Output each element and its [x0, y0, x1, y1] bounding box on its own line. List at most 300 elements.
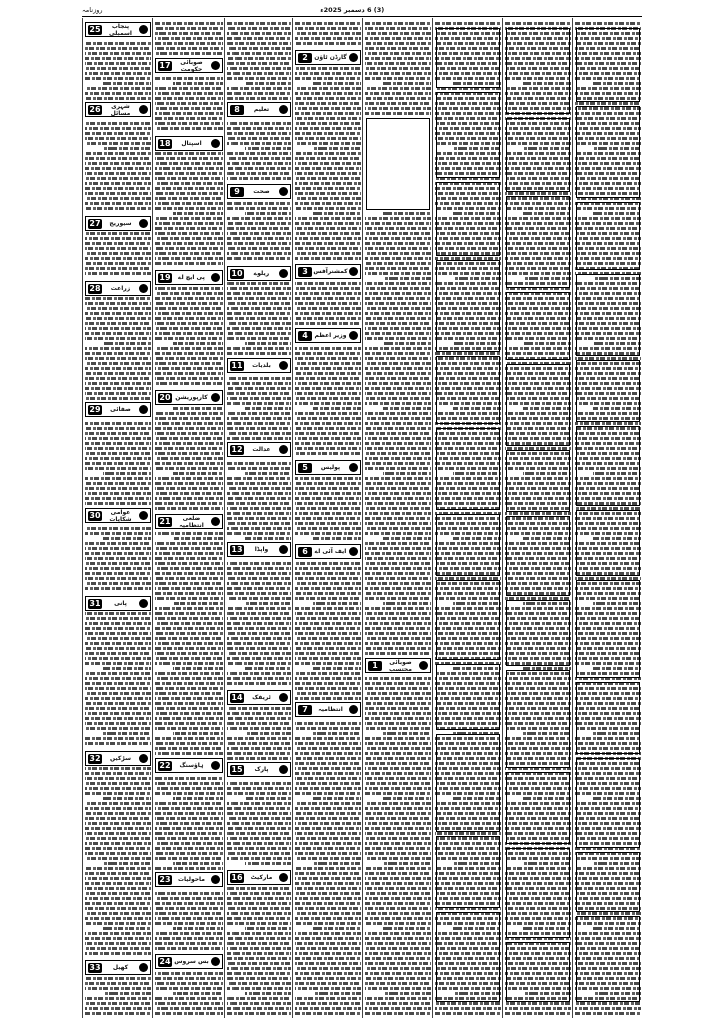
text-line: [365, 387, 431, 390]
section-number: 28: [89, 283, 101, 293]
text-line: [155, 802, 223, 805]
text-line: [85, 642, 151, 645]
text-line: [155, 632, 223, 635]
text-line: [155, 642, 223, 645]
text-line: [295, 432, 361, 435]
text-line: [365, 1007, 431, 1010]
text-line: [85, 622, 151, 625]
text-line: [227, 642, 291, 645]
text-line: [245, 797, 291, 800]
text-line: [365, 987, 431, 990]
text-line: [295, 867, 361, 870]
section-header-30: [85, 508, 151, 523]
text-line: [295, 902, 361, 905]
text-line: [383, 602, 431, 605]
text-line: [295, 837, 361, 840]
text-line: [295, 987, 361, 990]
text-line: [365, 717, 431, 720]
text-line: [155, 592, 223, 595]
text-line: [227, 317, 291, 320]
text-line: [155, 467, 223, 470]
text-line: [155, 987, 223, 990]
text-line: [295, 197, 361, 200]
text-line: [227, 1012, 291, 1015]
column-2: [152, 18, 225, 1018]
column-5: [362, 18, 433, 1018]
section-title: اسپتال: [181, 140, 202, 147]
text-line: [85, 322, 151, 325]
text-line: [155, 1007, 223, 1010]
text-line: [227, 572, 291, 575]
text-line: [227, 587, 291, 590]
text-line: [173, 992, 223, 995]
text-line: [155, 617, 223, 620]
text-line: [155, 447, 223, 450]
text-line: [85, 57, 151, 60]
text-line: [85, 842, 151, 845]
text-line: [85, 897, 151, 900]
text-line: [227, 397, 291, 400]
text-line: [365, 312, 431, 315]
text-line: [365, 607, 431, 610]
column-4: [292, 18, 363, 1018]
text-line: [155, 907, 223, 910]
text-line: [155, 157, 223, 160]
text-line: [227, 597, 291, 600]
section-header-15: [227, 762, 291, 777]
notice-box: [576, 580, 640, 678]
text-line: [85, 697, 151, 700]
text-line: [155, 682, 223, 685]
text-line: [365, 792, 431, 795]
newspaper-page: [82, 4, 642, 1020]
text-line: [365, 787, 431, 790]
text-line: [155, 827, 223, 830]
section-title: سڑکیں: [110, 755, 131, 762]
text-line: [365, 882, 431, 885]
text-line: [103, 82, 151, 85]
text-line: [85, 162, 151, 165]
text-line: [85, 987, 151, 990]
text-line: [85, 892, 151, 895]
text-line: [365, 872, 431, 875]
text-line: [155, 172, 223, 175]
text-line: [295, 192, 361, 195]
text-line: [365, 92, 431, 95]
text-line: [365, 112, 431, 115]
text-line: [85, 787, 151, 790]
bullet-icon: [349, 331, 358, 340]
text-line: [365, 592, 431, 595]
text-line: [85, 462, 151, 465]
bullet-icon: [279, 873, 288, 882]
text-line: [365, 902, 431, 905]
text-line: [365, 467, 431, 470]
text-line: [155, 562, 223, 565]
text-line: [227, 232, 291, 235]
text-line: [227, 917, 291, 920]
column-1: [82, 18, 153, 1018]
text-line: [227, 227, 291, 230]
text-line: [85, 262, 151, 265]
text-line: [85, 572, 151, 575]
text-line: [575, 1002, 641, 1005]
text-line: [155, 452, 223, 455]
section-number: 18: [159, 138, 171, 148]
text-line: [85, 302, 151, 305]
text-line: [227, 322, 291, 325]
text-line: [295, 187, 361, 190]
text-line: [295, 567, 361, 570]
section-title: بلدیات: [252, 362, 271, 369]
text-line: [365, 252, 431, 255]
text-line: [85, 422, 151, 425]
section-number: 21: [159, 516, 171, 526]
bullet-icon: [211, 273, 220, 282]
text-line: [227, 947, 291, 950]
text-line: [227, 287, 291, 290]
text-line: [295, 312, 361, 315]
text-line: [227, 412, 291, 415]
text-line: [365, 762, 431, 765]
text-line: [365, 492, 431, 495]
text-line: [295, 502, 361, 505]
text-line: [227, 652, 291, 655]
text-line: [227, 812, 291, 815]
text-line: [155, 997, 223, 1000]
text-line: [155, 127, 223, 130]
text-line: [85, 532, 151, 535]
text-line: [155, 412, 223, 415]
text-line: [365, 962, 431, 965]
text-line: [227, 297, 291, 300]
text-line: [85, 297, 151, 300]
text-line: [155, 482, 223, 485]
text-line: [85, 447, 151, 450]
text-line: [383, 862, 431, 865]
text-line: [227, 972, 291, 975]
text-line: [155, 932, 223, 935]
text-line: [365, 912, 431, 915]
text-line: [85, 1007, 151, 1010]
text-line: [85, 722, 151, 725]
text-line: [227, 612, 291, 615]
text-line: [295, 412, 361, 415]
text-line: [365, 417, 431, 420]
text-line: [227, 57, 291, 60]
section-title: ریلوے: [253, 270, 270, 277]
text-line: [155, 362, 223, 365]
text-line: [295, 352, 361, 355]
text-line: [295, 742, 361, 745]
text-line: [155, 942, 223, 945]
text-line: [85, 92, 151, 95]
section-header-2: [295, 50, 361, 65]
text-line: [155, 377, 223, 380]
text-line: [85, 917, 151, 920]
text-line: [295, 392, 361, 395]
text-line: [365, 427, 431, 430]
notice-box: [436, 28, 500, 88]
text-line: [295, 252, 361, 255]
text-line: [365, 942, 431, 945]
text-line: [295, 917, 361, 920]
text-line: [365, 972, 431, 975]
text-line: [85, 232, 151, 235]
text-line: [295, 167, 361, 170]
text-line: [227, 932, 291, 935]
text-line: [295, 1007, 361, 1010]
text-line: [435, 1012, 501, 1015]
text-line: [295, 852, 361, 855]
text-line: [155, 252, 223, 255]
section-number: 10: [231, 268, 243, 278]
notice-box: [576, 28, 640, 102]
text-line: [155, 502, 223, 505]
notice-box: [506, 670, 570, 768]
text-line: [85, 587, 151, 590]
text-line: [383, 342, 431, 345]
section-header-10: [227, 266, 291, 281]
notice-box: [436, 912, 500, 1002]
text-line: [295, 677, 361, 680]
text-line: [295, 632, 361, 635]
text-line: [295, 282, 361, 285]
text-line: [365, 802, 431, 805]
section-header-5: [295, 460, 361, 475]
text-line: [295, 347, 361, 350]
notice-box: [506, 364, 570, 446]
text-line: [227, 237, 291, 240]
text-line: [365, 362, 431, 365]
text-line: [155, 742, 223, 745]
text-line: [227, 937, 291, 940]
text-line: [365, 422, 431, 425]
text-line: [155, 107, 223, 110]
text-line: [227, 492, 291, 495]
text-line: [155, 187, 223, 190]
text-line: [85, 72, 151, 75]
text-line: [227, 577, 291, 580]
notice-box: [506, 516, 570, 596]
text-line: [365, 682, 431, 685]
notice-box: [436, 664, 500, 730]
text-line: [85, 692, 151, 695]
text-line: [365, 257, 431, 260]
text-line: [227, 827, 291, 830]
text-line: [155, 727, 223, 730]
text-line: [365, 242, 431, 245]
text-line: [313, 862, 361, 865]
text-line: [295, 577, 361, 580]
text-line: [227, 217, 291, 220]
text-line: [295, 682, 361, 685]
text-line: [155, 232, 223, 235]
text-line: [365, 742, 431, 745]
text-line: [435, 1007, 501, 1010]
text-line: [155, 312, 223, 315]
text-line: [365, 697, 431, 700]
text-line: [295, 952, 361, 955]
notice-box: [366, 118, 430, 210]
text-line: [155, 382, 223, 385]
text-line: [173, 407, 223, 410]
text-line: [85, 202, 151, 205]
text-line: [295, 87, 361, 90]
text-line: [103, 147, 151, 150]
text-line: [227, 77, 291, 80]
text-line: [295, 442, 361, 445]
text-line: [313, 602, 361, 605]
text-line: [365, 727, 431, 730]
text-line: [227, 97, 291, 100]
text-line: [313, 927, 361, 930]
text-line: [295, 877, 361, 880]
text-line: [227, 637, 291, 640]
text-line: [85, 372, 151, 375]
text-line: [365, 317, 431, 320]
notice-box: [506, 118, 570, 192]
text-line: [295, 857, 361, 860]
bullet-icon: [349, 53, 358, 62]
text-line: [85, 87, 151, 90]
section-number: 20: [159, 392, 171, 402]
bullet-icon: [139, 219, 148, 228]
text-line: [103, 927, 151, 930]
section-header-9: [227, 184, 291, 199]
text-line: [365, 237, 431, 240]
text-line: [295, 107, 361, 110]
section-header-18: [155, 136, 223, 151]
text-line: [295, 1002, 361, 1005]
text-line: [227, 592, 291, 595]
text-line: [227, 127, 291, 130]
text-line: [85, 792, 151, 795]
text-line: [365, 482, 431, 485]
text-line: [85, 932, 151, 935]
text-line: [155, 572, 223, 575]
text-line: [365, 617, 431, 620]
text-line: [365, 287, 431, 290]
section-header-13: [227, 542, 291, 557]
text-line: [295, 377, 361, 380]
text-line: [365, 347, 431, 350]
text-line: [85, 62, 151, 65]
text-line: [155, 202, 223, 205]
text-line: [155, 507, 223, 510]
text-line: [365, 702, 431, 705]
text-line: [227, 87, 291, 90]
text-line: [155, 972, 223, 975]
section-number: 8: [230, 105, 244, 115]
text-line: [227, 847, 291, 850]
text-line: [313, 797, 361, 800]
text-line: [155, 497, 223, 500]
text-line: [85, 882, 151, 885]
text-line: [365, 47, 431, 50]
text-line: [227, 152, 291, 155]
text-line: [295, 422, 361, 425]
bullet-icon: [211, 393, 220, 402]
text-line: [85, 347, 151, 350]
text-line: [85, 197, 151, 200]
text-line: [85, 562, 151, 565]
section-number: 30: [89, 510, 101, 520]
text-line: [295, 982, 361, 985]
bullet-icon: [211, 761, 220, 770]
text-line: [155, 677, 223, 680]
text-line: [227, 377, 291, 380]
text-line: [155, 857, 223, 860]
text-line: [383, 82, 431, 85]
text-line: [295, 317, 361, 320]
section-number: 32: [89, 753, 101, 763]
text-line: [295, 762, 361, 765]
text-line: [155, 242, 223, 245]
text-line: [85, 332, 151, 335]
text-line: [365, 32, 431, 35]
section-header-27: [85, 216, 151, 231]
text-line: [227, 327, 291, 330]
text-line: [227, 437, 291, 440]
text-line: [155, 627, 223, 630]
text-line: [227, 522, 291, 525]
text-line: [85, 637, 151, 640]
text-line: [85, 392, 151, 395]
text-line: [155, 292, 223, 295]
text-line: [365, 477, 431, 480]
text-line: [155, 917, 223, 920]
text-line: [295, 767, 361, 770]
text-line: [295, 72, 361, 75]
text-line: [155, 897, 223, 900]
masthead: [82, 4, 642, 17]
text-line: [295, 487, 361, 490]
section-header-17: [155, 58, 223, 73]
text-line: [85, 252, 151, 255]
text-line: [155, 582, 223, 585]
text-line: [227, 912, 291, 915]
text-line: [227, 517, 291, 520]
text-line: [295, 572, 361, 575]
text-line: [227, 622, 291, 625]
text-line: [505, 1012, 571, 1015]
notice-box: [506, 942, 570, 1002]
text-line: [227, 817, 291, 820]
text-line: [85, 812, 151, 815]
text-line: [155, 432, 223, 435]
section-header-25: [85, 22, 151, 37]
text-line: [155, 287, 223, 290]
text-line: [295, 97, 361, 100]
text-line: [365, 577, 431, 580]
text-line: [227, 782, 291, 785]
text-line: [155, 702, 223, 705]
text-line: [295, 662, 361, 665]
text-line: [365, 952, 431, 955]
text-line: [227, 957, 291, 960]
text-line: [227, 647, 291, 650]
text-line: [85, 397, 151, 400]
text-line: [365, 307, 431, 310]
text-line: [227, 257, 291, 260]
section-header-6: [295, 544, 361, 559]
section-title: ہاؤسنگ: [179, 762, 204, 769]
bullet-icon: [139, 511, 148, 520]
text-line: [155, 197, 223, 200]
text-line: [227, 332, 291, 335]
text-line: [227, 532, 291, 535]
